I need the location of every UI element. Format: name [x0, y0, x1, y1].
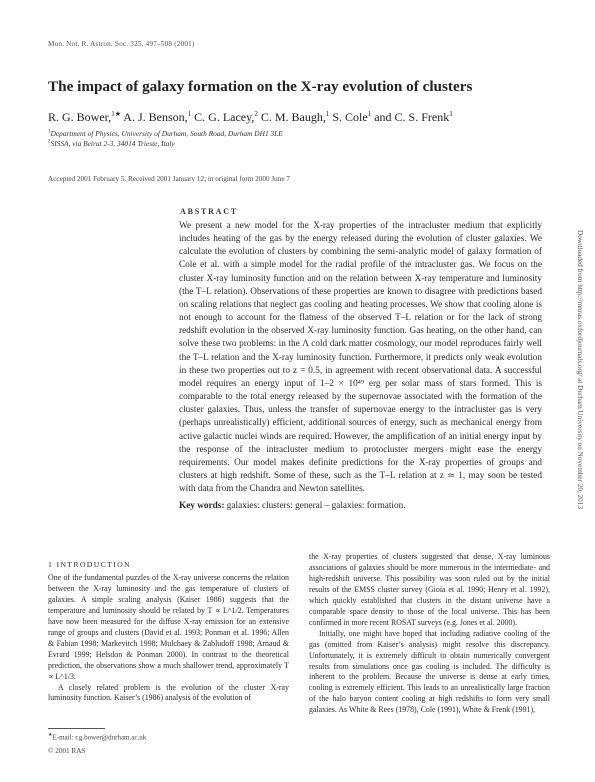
footnote-rule — [48, 728, 105, 729]
author-name: S. Cole — [329, 110, 368, 124]
accepted-dates: Accepted 2001 February 5. Received 2001 January 12; in original form 2000 June 7 — [48, 175, 290, 183]
author-mark: 1 — [449, 110, 453, 118]
paragraph: A closely related problem is the evolution of the cluster X-ray luminosity function. Kaiser’s (1986) analysis of the evolution of — [48, 682, 289, 703]
abstract-heading: ABSTRACT — [180, 207, 238, 216]
keywords-list: galaxies: clusters: general – galaxies: formation. — [224, 501, 406, 511]
affiliation-mark: 1 — [48, 129, 51, 135]
affiliation-text: SISSA, via Beirut 2-3, 34014 Trieste, Italy — [50, 139, 175, 148]
author-name: C. G. Lacey, — [191, 110, 255, 124]
intro-left-column — [48, 573, 289, 704]
author-mark: 1 — [367, 110, 372, 118]
affiliation — [48, 129, 283, 138]
download-notice-text: Downloaded from http://mnras.oxfordjournals.org/ at Durham University on November 20, 2013 — [576, 230, 584, 509]
footnote-mark: ★ — [48, 733, 53, 738]
author-name: R. G. Bower, — [48, 110, 112, 124]
affiliation — [48, 139, 175, 148]
paragraph: One of the fundamental puzzles of the X-ray universe concerns the relation between the X-ray luminosity and the gas temperature of clusters of galaxies. A simple scaling analysis (Kaiser 1986) suggests that the temperature and luminosity should be related by T ∝ L^1/2. Temperatures have now been measured for the diffuse X-ray emission for an extensive range of groups and clusters (David et al. 1993; Ponman et al. 1996; Allen & Fabian 1998; Markevitch 1998; Mulchaey & Zabludoff 1998; Arnaud & Evrard 1999; Helsdon & Ponman 2000). In contrast to the theoretical prediction, the observations show a much shallower trend, approximately T ∝ L^1/3. — [48, 573, 289, 681]
author-mark: 1 — [325, 110, 330, 118]
paragraph: Initially, one might have hoped that including radiative cooling of the gas (omitted from Kaiser’s analysis) might resolve this discrepancy. Unfortunately, it is extremely difficult to obtain numerically convergent results from simulations once gas cooling is included. The difficulty is inherent to the problem. Because the universe is dense at early times, cooling is extremely efficient. This leads to an unrealistically large fraction of the halo baryon content cooling at high redshifts to form very small galaxies. As White & Rees (1978), Cole (1991), White & Frenk (1991), — [309, 628, 550, 715]
affiliation-text: Department of Physics, University of Durham, South Road, Durham DH1 3LE — [50, 129, 283, 138]
section-heading: 1 INTRODUCTION — [48, 560, 131, 569]
journal-citation: Mon. Not. R. Astron. Soc. 325, 497–508 (2001) — [48, 40, 195, 48]
author-mark: 2 — [254, 110, 258, 118]
download-notice — [572, 230, 586, 560]
copyright: © 2001 RAS — [48, 747, 86, 755]
author-name: A. J. Benson, — [120, 110, 188, 124]
author-mark: 1 — [187, 110, 192, 118]
footnote-email: E-mail: r.g.bower@durham.ac.uk — [52, 733, 147, 742]
footnote — [48, 732, 146, 741]
author-name: and C. S. Frenk — [371, 110, 450, 124]
author-mark: 1★ — [111, 110, 121, 118]
author-name: C. M. Baugh, — [257, 110, 326, 124]
paragraph: the X-ray properties of clusters suggested that dense, X-ray luminous associations of galaxies should be more numerous in the intermediate- and high-redshift universe. This possibility was soon ruled out by the initial results of the EMSS cluster survey (Gioia et al. 1990; Henry et al. 1992), which quickly established that clusters in the distant universe have a comparable space density to those of the local universe. This has been confirmed in more recent ROSAT surveys (e.g. Jones et al. 2000). — [309, 552, 550, 627]
author-list — [48, 110, 453, 125]
keywords — [179, 501, 542, 511]
abstract-text: We present a new model for the X-ray properties of the intracluster medium that explicitly includes heating of the gas by the energy released during the evolution of cluster galaxies. We calculate the evolution of clusters by combining the semi-analytic model of galaxy formation of Cole et al. with a simple model for the radial profile of the intracluster gas. We focus on the cluster X-ray luminosity function and on the relation between X-ray temperature and luminosity (the T–L relation). Observations of these properties are known to disagree with predictions based on scaling relations that neglect gas cooling and heating processes. We show that cooling alone is not enough to account for the flatness of the observed T–L relation or for the lack of strong redshift evolution in the observed X-ray luminosity function. Gas heating, on the other hand, can solve these two problems: in the Λ cold dark matter cosmology, our model reproduces fairly well the T–L relation and the X-ray luminosity function. Furthermore, it predicts only weak evolution in these two properties out to z = 0.5, in agreement with recent observational data. A successful model requires an energy input of 1–2 × 10⁴⁹ erg per solar mass of stars formed. This is comparable to the total energy released by the supernovae associated with the formation of the cluster galaxies. Thus, unless the transfer of supernovae energy to the intracluster gas is very (perhaps unrealistically) efficient, additional sources of energy, such as mechanical energy from active galactic nuclei winds are required. However, the amplification of an initial energy input by the response of the intracluster medium to protocluster mergers might ease the energy requirements. Our model makes definite predictions for the X-ray properties of groups and clusters at high redshift. Some of these, such as the T–L relation at z ≃ 1, may soon be tested with data from the Chandra and Newton satellites. — [179, 221, 542, 495]
keywords-label: Key words: — [179, 501, 225, 511]
affiliation-mark: 2 — [48, 139, 51, 145]
intro-right-column — [309, 552, 550, 716]
paper-title: The impact of galaxy formation on the X-ray evolution of clusters — [48, 78, 473, 95]
